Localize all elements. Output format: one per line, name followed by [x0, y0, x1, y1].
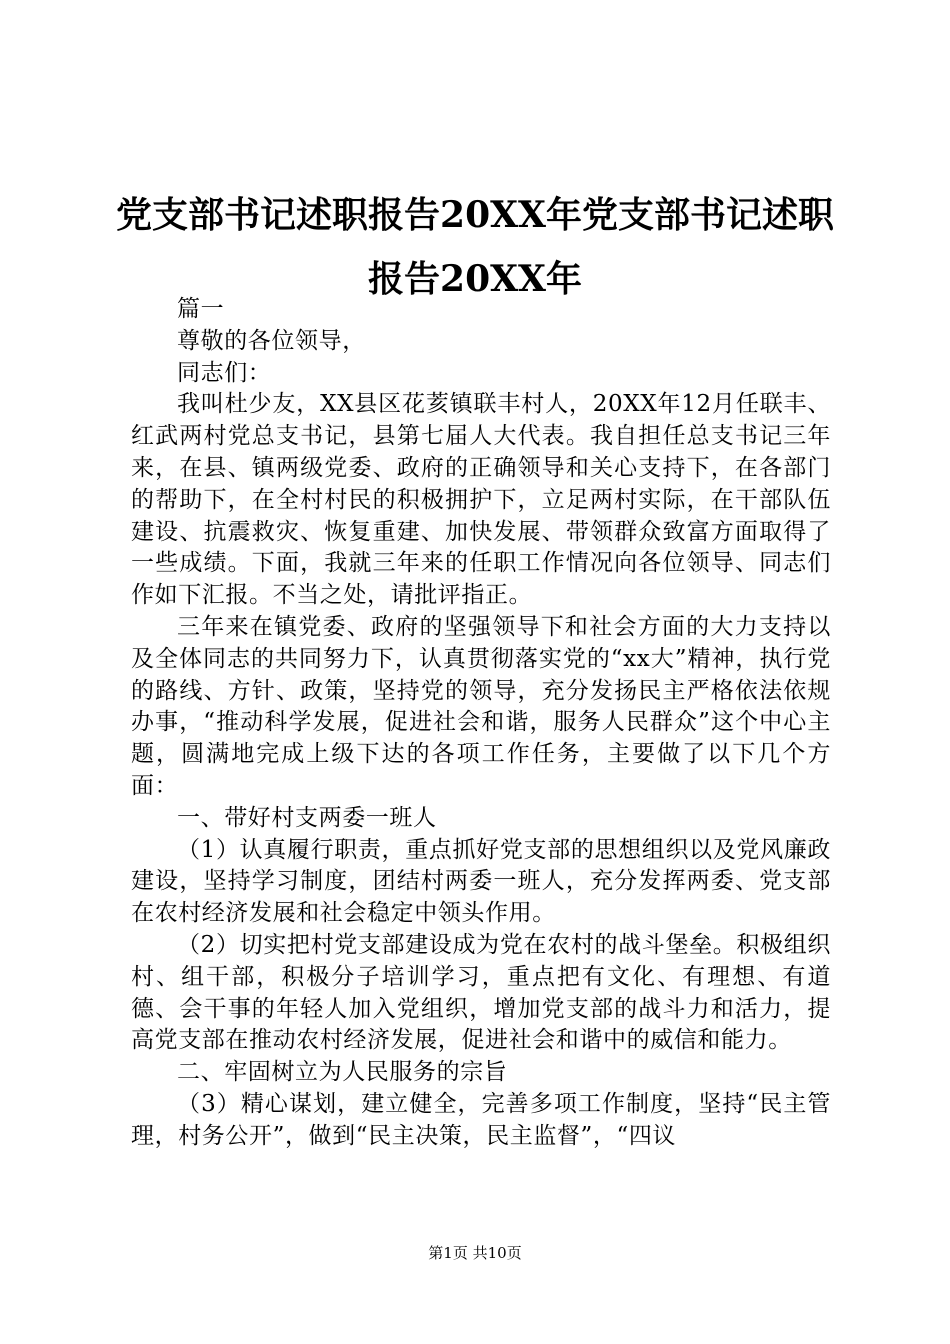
page-number-footer: 第1页 共10页 [428, 1244, 522, 1262]
paragraph-item-2: （2）切实把村党支部建设成为党在农村的战斗堡垒。积极组织村、组干部，积极分子培训学习，重点把有文化、有理想、有道德、会干事的年轻人加入党组织，增加党支部的战斗力和活力，提高党支部在推动农村经济发展，促进社会和谐中的威信和能力。 [131, 931, 831, 1054]
heading-2: 二、牢固树立为人民服务的宗旨 [177, 1059, 508, 1086]
paragraph-item-3: （3）精心谋划，建立健全，完善多项工作制度，坚持“民主管理，村务公开”，做到“民主决策，民主监督”，“四议 [131, 1090, 831, 1149]
title-line-1: 党支部书记述职报告20XX年党支部书记述职 [116, 194, 834, 236]
salutation-2: 同志们： [177, 359, 272, 386]
paragraph-summary: 三年来在镇党委、政府的坚强领导下和社会方面的大力支持以及全体同志的共同努力下，认真贯彻落实党的“xx大”精神，执行党的路线、方针、政策，坚持党的领导，充分发扬民主严格依法依规办事，“推动科学发展，促进社会和谐，服务人民群众”这个中心主题，圆满地完成上级下达的各项工作任务，主要做了以下几个方面： [131, 613, 831, 799]
document-body [131, 294, 831, 1153]
paragraph-intro: 我叫杜少友，XX县区花荄镇联丰村人，20XX年12月任联丰、红武两村党总支书记，县第七届人大代表。我自担任总支书记三年来，在县、镇两级党委、政府的正确领导和关心支持下，在各部门的帮助下，在全村村民的积极拥护下，立足两村实际，在干部队伍建设、抗震救灾、恢复重建、加快发展、带领群众致富方面取得了一些成绩。下面，我就三年来的任职工作情况向各位领导、同志们作如下汇报。不当之处，请批评指正。 [131, 391, 831, 609]
section-label: 篇一 [177, 296, 225, 322]
title-line-2: 报告20XX年 [368, 258, 582, 300]
document-title [110, 183, 840, 311]
salutation: 尊敬的各位领导， [177, 327, 366, 354]
paragraph-item-1: （1）认真履行职责，重点抓好党支部的思想组织以及党风廉政建设，坚持学习制度，团结村两委一班人，充分发挥两委、党支部在农村经济发展和社会稳定中领头作用。 [131, 836, 831, 927]
heading-1: 一、带好村支两委一班人 [177, 804, 437, 831]
